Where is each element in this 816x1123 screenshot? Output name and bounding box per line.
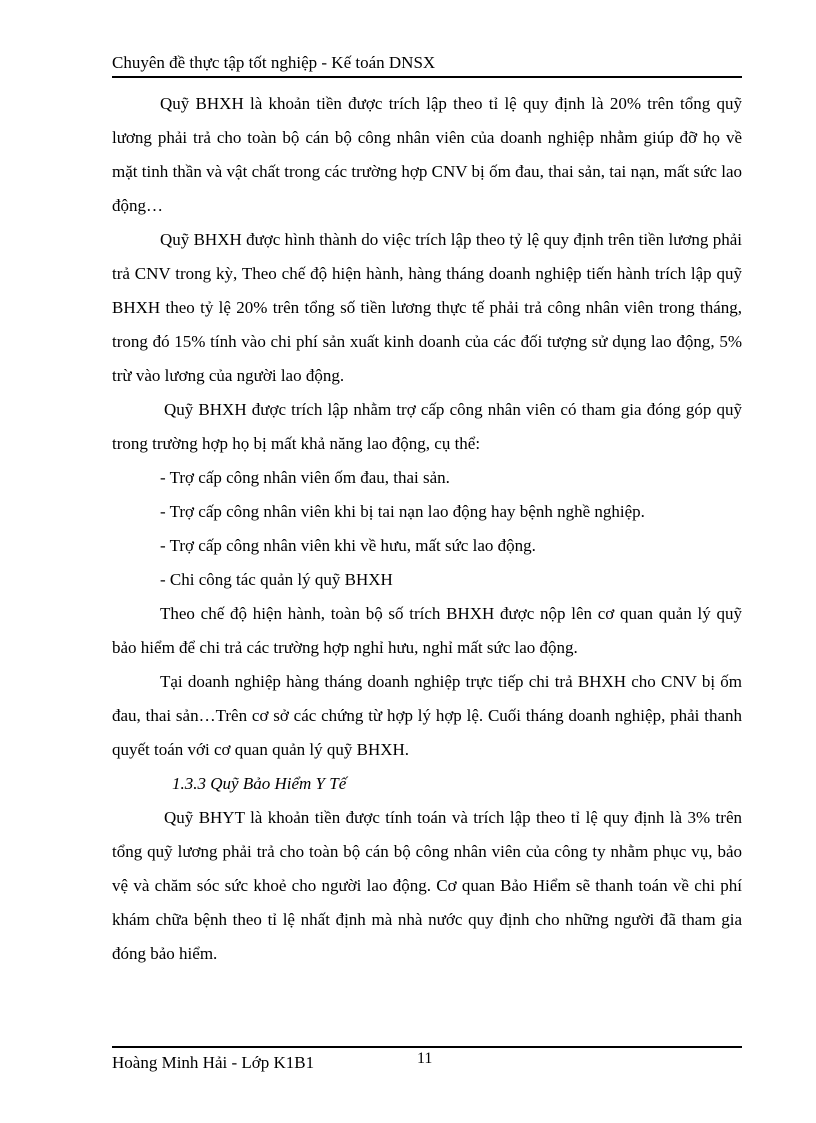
paragraph-bhxh-payment: Tại doanh nghiệp hàng tháng doanh nghiệp trực tiếp chi trả BHXH cho CNV bị ốm đau, thai sản…Trên cơ sở các chứng từ hợp lý hợp lệ. Cuối tháng doanh nghiệp, phải thanh quyết toán với cơ quan quản lý quỹ BHXH. bbox=[112, 672, 742, 759]
footer-author: Hoàng Minh Hải - Lớp K1B1 bbox=[112, 1053, 315, 1072]
header-title: Chuyên đề thực tập tốt nghiệp - Kế toán DNSX bbox=[112, 53, 436, 72]
bullet-item: - Chi công tác quản lý quỹ BHXH bbox=[160, 570, 393, 589]
paragraph-bhxh-formation: Quỹ BHXH được hình thành do việc trích lập theo tỷ lệ quy định trên tiền lương phải trả CNV trong kỳ, Theo chế độ hiện hành, hàng tháng doanh nghiệp tiến hành trích lập quỹ BHXH theo tỷ lệ 20% trên tổng số tiền lương thực tế phải trả công nhân viên trong tháng, trong đó 15% tính vào chi phí sản xuất kinh doanh của các đối tượng sử dụng lao động, 5% trừ vào lương của người lao động. bbox=[112, 230, 742, 385]
page-footer bbox=[112, 1046, 742, 1072]
paragraph-bhxh-purpose: Quỹ BHXH được trích lập nhằm trợ cấp công nhân viên có tham gia đóng góp quỹ trong trường hợp họ bị mất khả năng lao động, cụ thể: bbox=[112, 400, 742, 453]
paragraph-bhyt-definition: Quỹ BHYT là khoản tiền được tính toán và trích lập theo tỉ lệ quy định là 3% trên tổng quỹ lương phải trả cho toàn bộ cán bộ công nhân viên của công ty nhằm phục vụ, bảo vệ và chăm sóc sức khoẻ cho người lao động. Cơ quan Bảo Hiểm sẽ thanh toán về chi phí khám chữa bệnh theo tỉ lệ nhất định mà nhà nước quy định cho những người đã tham gia đóng bảo hiểm. bbox=[112, 808, 742, 963]
page-number: 11 bbox=[417, 1050, 433, 1067]
bullet-item: - Trợ cấp công nhân viên khi bị tai nạn lao động hay bệnh nghề nghiệp. bbox=[160, 502, 645, 521]
page-header bbox=[112, 50, 742, 78]
paragraph-bhxh-remittance: Theo chế độ hiện hành, toàn bộ số trích BHXH được nộp lên cơ quan quản lý quỹ bảo hiểm để chi trả các trường hợp nghỉ hưu, nghỉ mất sức lao động. bbox=[112, 604, 742, 657]
section-heading-bhyt: 1.3.3 Quỹ Bảo Hiểm Y Tế bbox=[172, 774, 347, 793]
bullet-item: - Trợ cấp công nhân viên ốm đau, thai sản. bbox=[160, 468, 450, 487]
document-body bbox=[112, 87, 742, 971]
bullet-item: - Trợ cấp công nhân viên khi về hưu, mất sức lao động. bbox=[160, 536, 536, 555]
paragraph-bhxh-definition: Quỹ BHXH là khoản tiền được trích lập theo tỉ lệ quy định là 20% trên tổng quỹ lương phải trả cho toàn bộ cán bộ công nhân viên của doanh nghiệp nhằm giúp đỡ họ về mặt tinh thần và vật chất trong các trường hợp CNV bị ốm đau, thai sản, tai nạn, mất sức lao động… bbox=[112, 94, 742, 215]
